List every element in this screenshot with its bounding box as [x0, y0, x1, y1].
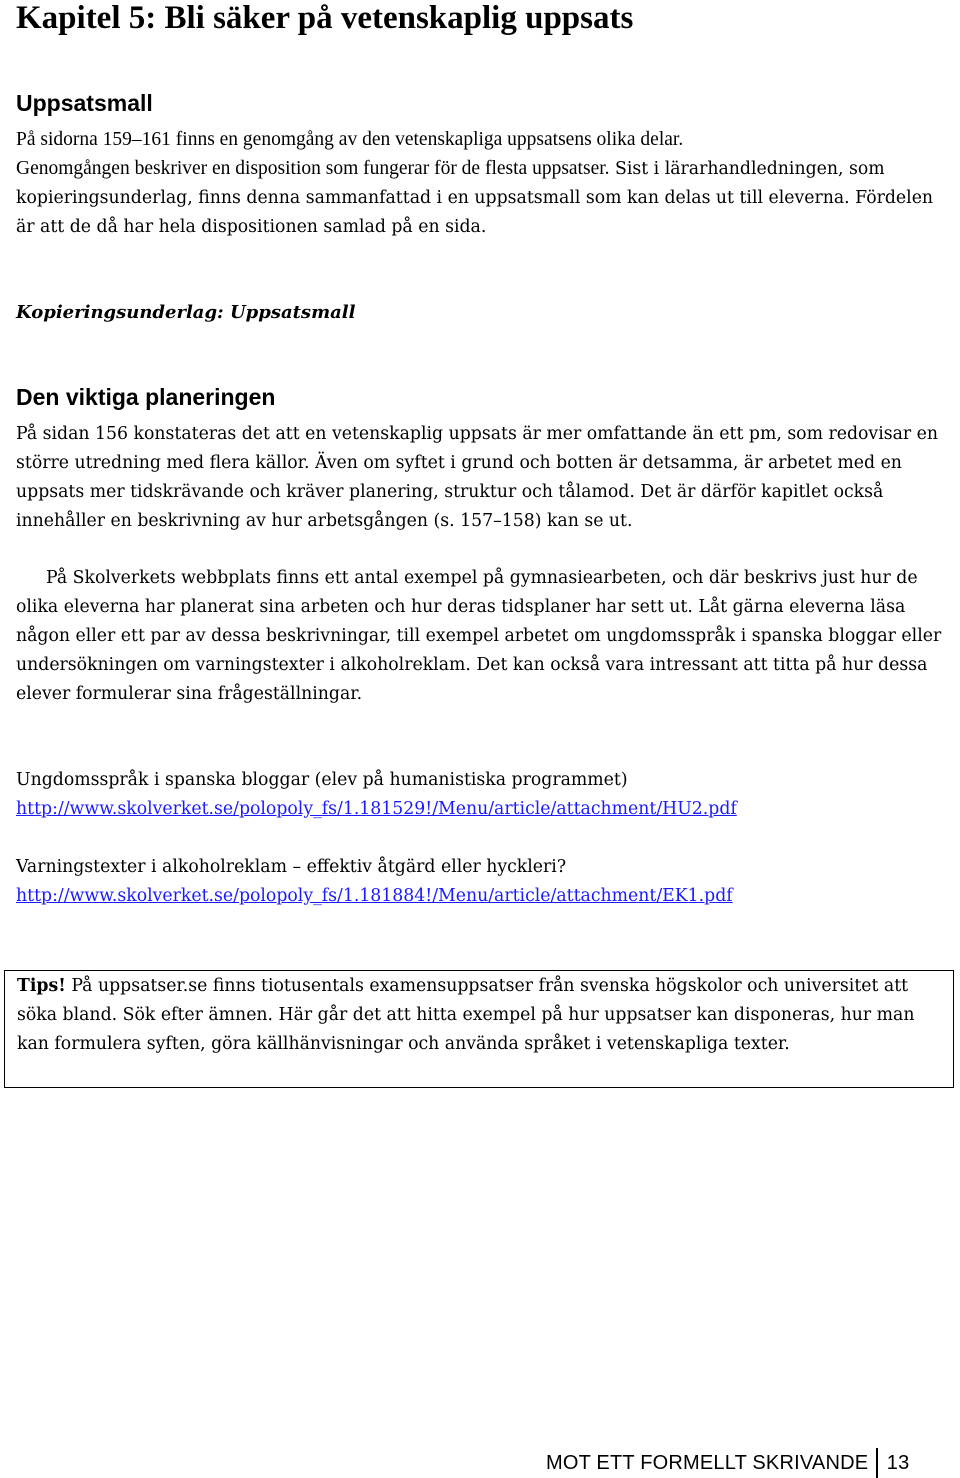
tips-box [4, 970, 954, 1088]
copy-material-label: Kopieringsunderlag: Uppsatsmall [16, 302, 356, 323]
reference-link[interactable]: http://www.skolverket.se/polopoly_fs/1.181529!/Menu/article/attachment/HU2.pdf [16, 799, 737, 819]
page-footer [546, 1448, 909, 1478]
paragraph-text: Sist i lärarhandledningen, som kopieringsunderlag, finns denna sammanfattad i en uppsatsmall som kan delas ut till eleverna. Fördelen är att de då har hela dispositionen samlad på en sida. [16, 159, 934, 237]
paragraph-planering-1: På sidan 156 konstateras det att en vetenskaplig uppsats är mer omfattande än ett pm, som redovisar en större utredning med flera källor. Även om syftet i grund och botten är detsamma, är arbetet med en uppsats mer tidskrävande och kräver planering, struktur och tålamod. Det är därför kapitlet också innehåller en beskrivning av hur arbetsgången (s. 157–158) kan se ut. [16, 424, 938, 531]
section-heading-planering: Den viktiga planeringen [16, 384, 276, 410]
reference-title: Varningstexter i alkoholreklam – effektiv åtgärd eller hyckleri? [16, 857, 567, 877]
reference-link[interactable]: http://www.skolverket.se/polopoly_fs/1.181884!/Menu/article/attachment/EK1.pdf [16, 886, 733, 906]
paragraph-line: På sidorna 159–161 finns en genomgång av den vetenskapliga uppsatsens olika delar. [16, 129, 684, 150]
page-number: 13 [886, 1451, 910, 1474]
tips-text [17, 972, 947, 1059]
section-heading-uppsatsmall: Uppsatsmall [16, 90, 153, 116]
paragraph-planering-2: På Skolverkets webbplats finns ett antal exempel på gymnasiearbeten, och där beskrivs just hur de olika eleverna har planerat sina arbeten och hur deras tidsplaner har sett ut. Låt gärna eleverna läsa någon eller ett par av dessa beskrivningar, till exempel arbetet om ungdomsspråk i spanska bloggar eller undersökningen om varningstexter i alkoholreklam. Det kan också vara intressant att titta på hur dessa elever formulerar sina frågeställningar. [16, 568, 942, 704]
tips-body: På uppsatser.se finns tiotusentals examensuppsatser från svenska högskolor och universitet att söka bland. Sök efter ämnen. Här går det att hitta exempel på hur uppsatser kan disponeras, hur man kan formulera syften, göra källhänvisningar och använda språket i vetenskapliga texter. [17, 976, 915, 1054]
chapter-title: Kapitel 5: Bli säker på vetenskaplig uppsats [16, 0, 634, 36]
paragraph-line: Genomgången beskriver en disposition som fungerar för de flesta uppsatser. [16, 158, 610, 179]
paragraph-uppsatsmall [16, 125, 946, 242]
tips-label: Tips! [17, 976, 66, 996]
footer-title: MOT ETT FORMELLT SKRIVANDE [546, 1451, 869, 1474]
reference-title: Ungdomsspråk i spanska bloggar (elev på humanistiska programmet) [16, 770, 628, 790]
